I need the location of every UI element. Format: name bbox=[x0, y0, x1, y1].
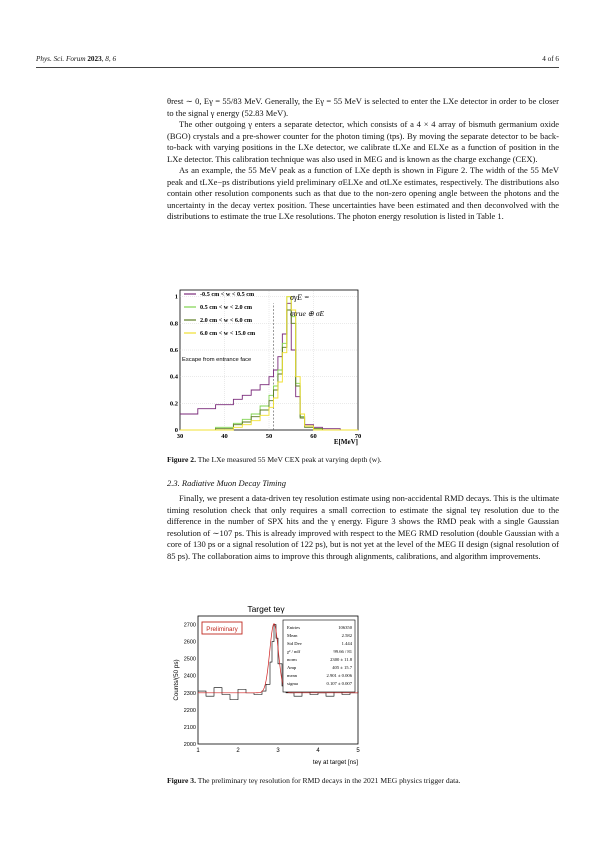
journal-citation: Phys. Sci. Forum 2023, 8, 6 bbox=[36, 55, 117, 63]
fig3-title: Target teγ bbox=[247, 604, 285, 614]
fig3-stat-key: Amp bbox=[287, 665, 297, 670]
page-number: 4 of 6 bbox=[542, 55, 559, 63]
fig2-annotation: Escape from entrance face bbox=[182, 357, 252, 363]
fig2-xtick-label: 60 bbox=[310, 433, 317, 440]
fig3-ytick-label: 2500 bbox=[183, 656, 196, 663]
fig3-stat-value: 2.901 ± 0.006 bbox=[326, 673, 352, 678]
fig3-ytick-label: 2000 bbox=[183, 742, 196, 748]
paragraph-1: θrest ∼ 0, Eγ = 55/83 MeV. Generally, the Eγ = 55 MeV is selected to enter the LXe detector in order to be closer to the signal γ energy (52.83 MeV). bbox=[167, 96, 559, 118]
figure-2-chart bbox=[168, 282, 368, 450]
paragraph-2: The other outgoing γ enters a separate detector, which consists of a 4 × 4 array of bismuth germanium oxide (BGO) crystals and a pre-shower counter for the photon timing (tps). By moving the separate detector to be back-to-back with varying positions in the LXe detector, we calibrate tLXe and ELXe as a function of position in the LXe detector. This calibration technique was also used in MEG and is known as the charge exchange (CEX). bbox=[167, 119, 559, 164]
fig3-stat-value: 106350 bbox=[338, 625, 352, 630]
fig3-stat-value: 99.66 / 81 bbox=[333, 649, 352, 654]
fig2-formula-2: σtrue ⊕ σE bbox=[290, 309, 325, 318]
legend-label-2: 0.5 cm < w < 2.0 cm bbox=[200, 304, 253, 311]
fig3-stat-key: χ² / ndf bbox=[287, 649, 301, 654]
fig3-stat-key: mean bbox=[287, 673, 297, 678]
paragraph-3: As an example, the 55 MeV peak as a function of LXe depth is shown in Figure 2. The width of the 55 MeV peak and tLXe−ps distributions yield preliminary σELXe and σtLXe estimates, respectively. The distributions also contain other resolution components such as that due to the non-zero opening angle between the photons and the uncertainty in the decay vertex position. These uncertainties have been estimated and then deconvolved with the distributions to estimate the true LXe resolutions. The photon energy resolution is listed in Table 1. bbox=[167, 165, 559, 221]
fig3-stat-key: Entries bbox=[287, 625, 301, 630]
fig3-stat-key: Std Dev bbox=[287, 641, 302, 646]
fig3-stat-key: sigma bbox=[287, 681, 298, 686]
text-block-top bbox=[167, 96, 559, 223]
fig3-stat-key: Mean bbox=[287, 633, 298, 638]
fig3-ytick-label: 2100 bbox=[183, 724, 196, 731]
fig3-xtick-label: 4 bbox=[316, 748, 320, 754]
fig3-xtick-label: 2 bbox=[236, 748, 240, 754]
section-heading: 2.3. Radiative Muon Decay Timing bbox=[167, 478, 286, 488]
fig3-stat-value: 2.582 bbox=[341, 633, 352, 638]
fig2-ytick-label: 0.8 bbox=[169, 320, 178, 328]
fig3-ytick-label: 2700 bbox=[183, 622, 196, 629]
fig2-xtick-label: 30 bbox=[176, 433, 184, 440]
figure-2-caption: Figure 2. The LXe measured 55 MeV CEX peak at varying depth (w). bbox=[167, 455, 382, 464]
legend-label-1: -0.5 cm < w < 0.5 cm bbox=[200, 291, 255, 298]
fig2-ytick-label: 0.2 bbox=[169, 400, 178, 408]
fig2-xtick-label: 70 bbox=[354, 433, 362, 440]
fig3-stat-value: 405 ± 15.7 bbox=[332, 665, 352, 670]
fig3-stat-key: norm bbox=[287, 657, 297, 662]
fig2-xtick-label: 50 bbox=[265, 433, 273, 440]
fig3-ytick-label: 2400 bbox=[183, 673, 196, 680]
fig2-xtick-label: 40 bbox=[221, 433, 228, 440]
fig2-ytick-label: 0.4 bbox=[169, 373, 178, 381]
fig3-xtick-label: 5 bbox=[356, 748, 360, 754]
legend-label-4: 6.0 cm < w < 15.0 cm bbox=[200, 330, 256, 337]
fig3-xtick-label: 1 bbox=[196, 748, 200, 754]
legend-label-3: 2.0 cm < w < 6.0 cm bbox=[200, 317, 253, 324]
fig3-xlabel: teγ at target [ns] bbox=[312, 759, 358, 766]
fig3-stat-value: 2300 ± 11.8 bbox=[330, 657, 352, 662]
header-rule bbox=[36, 67, 559, 68]
paragraph-4: Finally, we present a data-driven teγ resolution estimate using non-accidental RMD decays. This is the ultimate timing resolution check that only requires a small correction to estimate the signal teγ resolution due to the difference in the number of SPX hits and the γ energy. Figure 3 shows the RMD peak with a single Gaussian resolution of ∼107 ps. This is already improved with respect to the MEG RMD resolution (double Gaussian with a core of 130 ps or a signal resolution of 122 ps), but is not yet at the level of the MEG II design (signal resolution of 85 ps). The collaboration aims to improve this through alignments, calibrations, and algorithm improvements. bbox=[167, 493, 559, 561]
fig2-ytick-label: 0.6 bbox=[169, 347, 178, 354]
text-block-bottom bbox=[167, 493, 559, 562]
fig3-ytick-label: 2200 bbox=[183, 707, 196, 714]
figure-3-chart bbox=[168, 602, 363, 768]
running-header bbox=[36, 55, 559, 67]
fig2-ytick-label: 1 bbox=[174, 293, 178, 301]
fig2-ytick-label: 0 bbox=[174, 427, 178, 434]
fig3-ytick-label: 2600 bbox=[183, 639, 196, 646]
preliminary-label: Preliminary bbox=[206, 626, 238, 633]
fig3-stat-value: 1.444 bbox=[341, 641, 352, 646]
fig3-xtick-label: 3 bbox=[276, 748, 280, 754]
fig2-xlabel: E[MeV] bbox=[333, 438, 358, 446]
fig3-ylabel: Counts/(50 ps) bbox=[173, 659, 180, 701]
fig3-stat-value: 0.107 ± 0.007 bbox=[326, 681, 352, 686]
figure-3-caption: Figure 3. The preliminary teγ resolution for RMD decays in the 2021 MEG physics trigger data. bbox=[167, 776, 461, 785]
fig3-ytick-label: 2300 bbox=[183, 690, 196, 697]
fig2-formula-1: σγE = bbox=[290, 293, 310, 302]
